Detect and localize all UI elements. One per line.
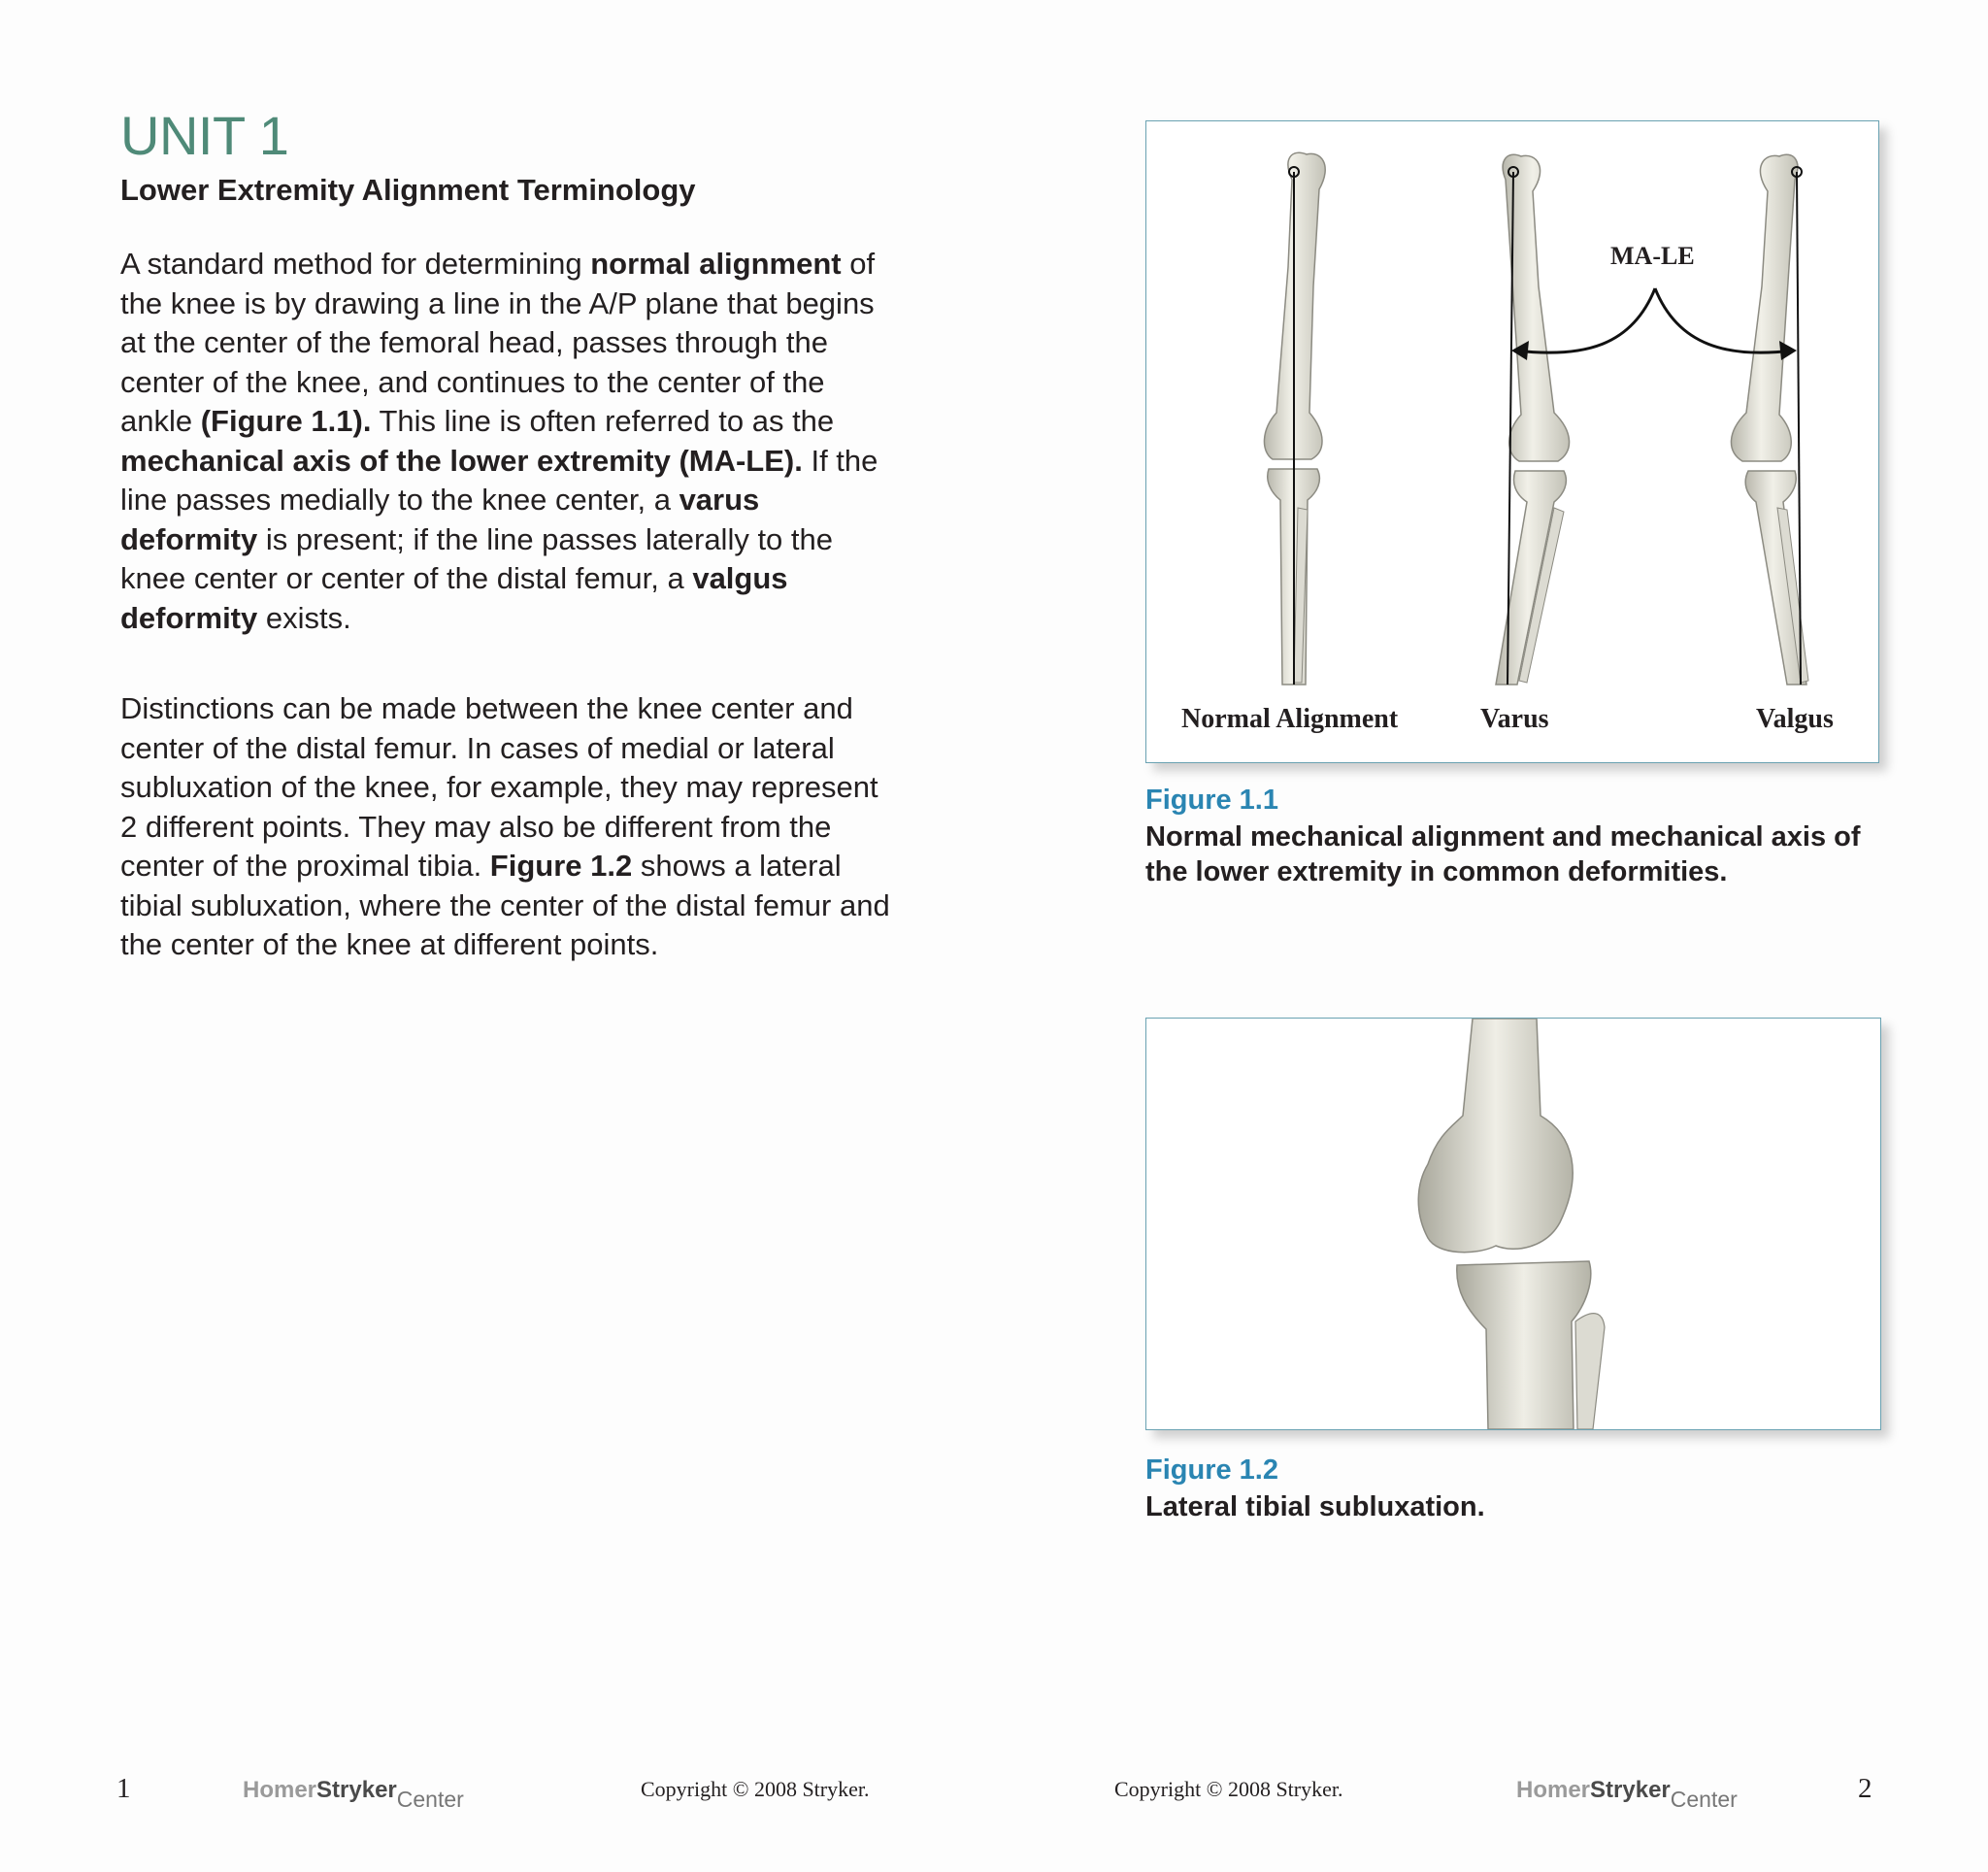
paragraph-alignment bbox=[120, 245, 897, 638]
logo-part: Stryker bbox=[316, 1777, 397, 1803]
ma-le-angle-arrows bbox=[1515, 288, 1793, 352]
homer-stryker-logo-right bbox=[1516, 1777, 1738, 1812]
text-run: is present; if the line passes laterally to the knee center or center of the distal femur, a bbox=[120, 521, 834, 595]
logo-part: Stryker bbox=[1590, 1777, 1671, 1803]
bold-term: mechanical axis of the lower extremity (MA-LE). bbox=[120, 443, 803, 478]
leg-alignment-illustration bbox=[1146, 121, 1878, 762]
label-valgus: Valgus bbox=[1756, 704, 1834, 734]
arrow-head-right bbox=[1779, 341, 1797, 360]
logo-part: Homer bbox=[1516, 1777, 1591, 1803]
page-number-right: 2 bbox=[1858, 1773, 1872, 1804]
bold-term: varus deformity bbox=[120, 483, 760, 556]
figure-1-2-number: Figure 1.2 bbox=[1145, 1454, 1278, 1486]
homer-stryker-logo-left bbox=[243, 1777, 464, 1812]
varus-leg-bones bbox=[1496, 154, 1570, 685]
label-varus: Varus bbox=[1480, 704, 1549, 734]
text-run: shows a lateral tibial subluxation, where the center of the distal femur and the center of the knee at different points. bbox=[120, 849, 890, 961]
label-normal-alignment: Normal Alignment bbox=[1181, 704, 1399, 734]
figure-1-2-panel bbox=[1145, 1018, 1881, 1430]
figure-1-2-caption: Lateral tibial subluxation. bbox=[1145, 1491, 1485, 1522]
section-title: Lower Extremity Alignment Terminology bbox=[120, 173, 696, 207]
logo-part: Center bbox=[396, 1787, 464, 1812]
valgus-leg-bones bbox=[1731, 154, 1808, 685]
logo-part: Homer bbox=[243, 1777, 317, 1803]
figure-1-1-number: Figure 1.1 bbox=[1145, 785, 1278, 816]
femur-shape bbox=[1418, 1019, 1573, 1253]
normal-leg-bones bbox=[1264, 152, 1325, 685]
bold-term: Figure 1.2 bbox=[489, 849, 633, 883]
text-run: If the line passes medially to the knee center, a bbox=[120, 443, 878, 517]
logo-part: Center bbox=[1670, 1787, 1738, 1812]
bold-term: valgus deformity bbox=[120, 561, 788, 635]
text-run: Distinctions can be made between the knee center and center of the distal femur. In cases of medial or lateral subluxation of the knee, for example, they may represent 2 different points. They may also be different from the center of the proximal tibia. bbox=[120, 691, 878, 883]
unit-heading: UNIT 1 bbox=[120, 105, 289, 166]
bold-term: normal alignment bbox=[590, 247, 842, 281]
text-run: A standard method for determining bbox=[120, 247, 591, 281]
figure-1-1-caption: Normal mechanical alignment and mechanical axis of the lower extremity in common deformities. bbox=[1145, 821, 1861, 887]
text-run: exists. bbox=[257, 600, 351, 635]
page-number-left: 1 bbox=[116, 1773, 131, 1804]
copyright-left: Copyright © 2008 Stryker. bbox=[641, 1777, 870, 1801]
knee-subluxation-illustration bbox=[1146, 1019, 1880, 1429]
fibula-shape bbox=[1575, 1314, 1605, 1429]
text-run: of the knee is by drawing a line in the A/P plane that begins at the center of the femoral head, passes through the center of the knee, and continues to the center of the ankle bbox=[120, 247, 876, 438]
ma-le-label: MA-LE bbox=[1610, 242, 1695, 270]
text-run: This line is often referred to as the bbox=[371, 404, 835, 438]
paragraph-distinctions bbox=[120, 689, 897, 965]
tibia-shape bbox=[1457, 1261, 1591, 1429]
figure-1-1-panel bbox=[1145, 120, 1879, 763]
bold-term: (Figure 1.1). bbox=[200, 404, 372, 438]
copyright-right: Copyright © 2008 Stryker. bbox=[1114, 1777, 1343, 1801]
